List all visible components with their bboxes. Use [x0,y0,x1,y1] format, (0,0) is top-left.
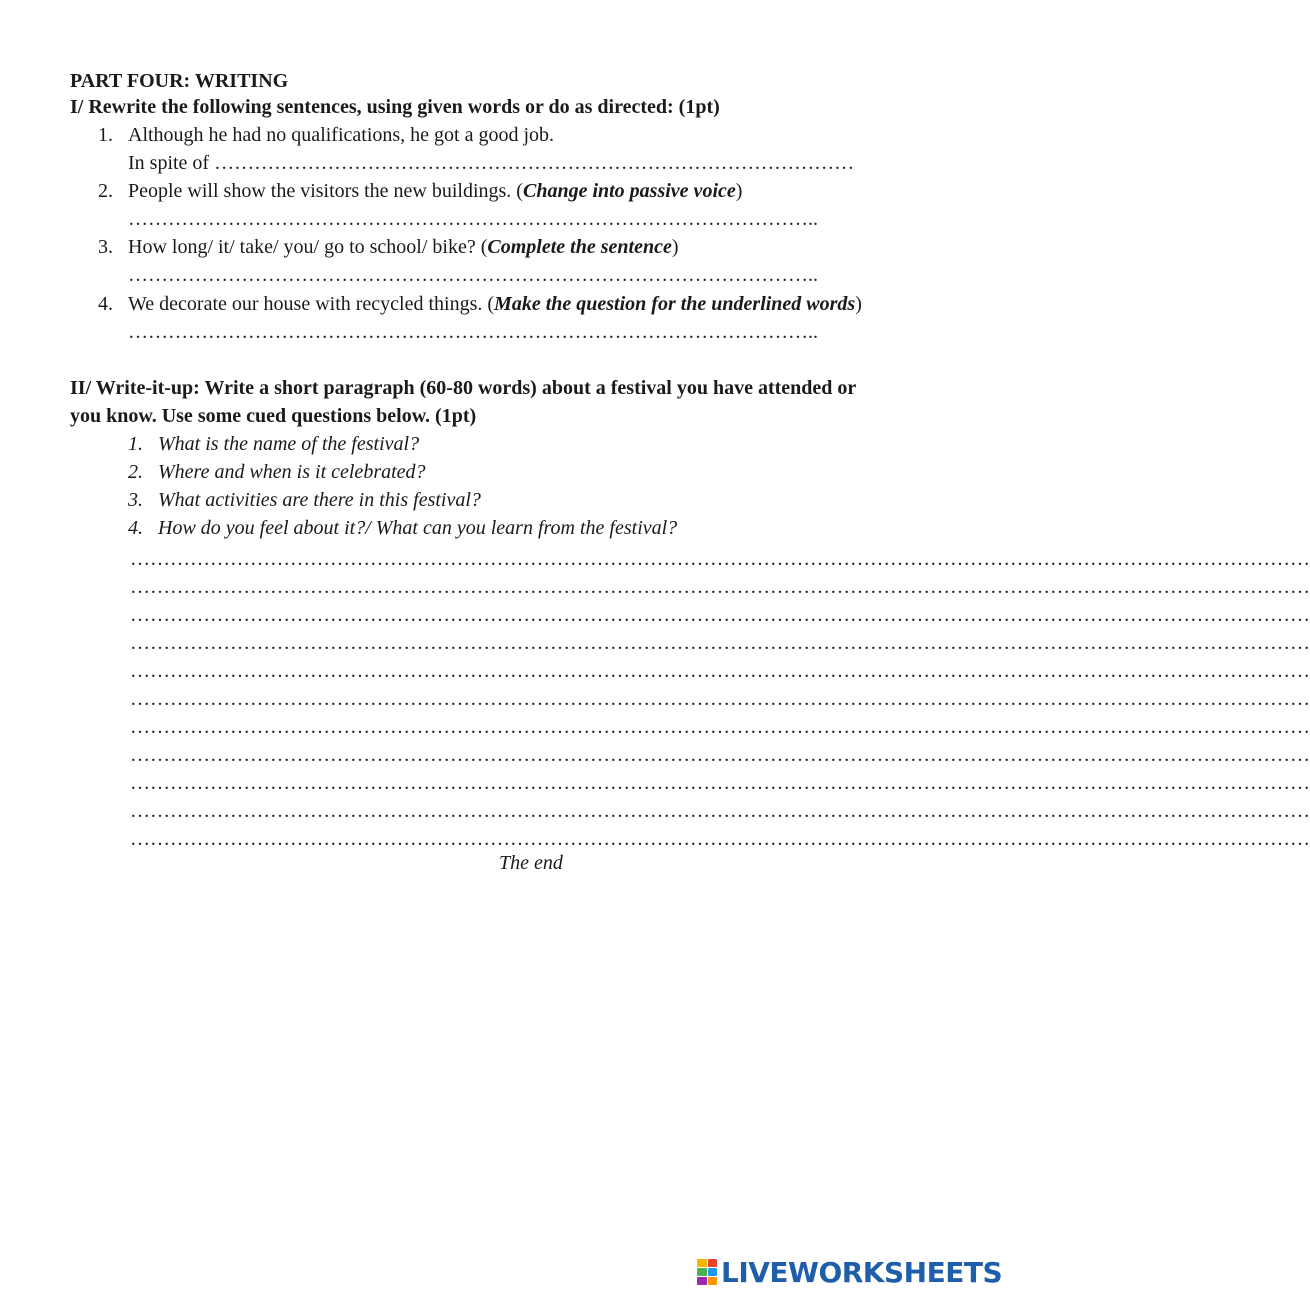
answer-dots: ………………………………………………………………………………………….. [128,208,818,230]
answer-line-1[interactable] [128,152,854,175]
logo-block [708,1268,718,1276]
item-sentence: People will show the visitors the new buildings. ( [128,180,523,202]
question-text: What is the name of the festival? [158,433,420,455]
logo-block [697,1277,707,1285]
section2-instruction-line1: II/ Write-it-up: Write a short paragraph (60-80 words) about a festival you have attended or [70,377,857,399]
cued-question-3 [128,489,481,512]
item-cue: Complete the sentence [487,236,672,258]
item-cue: Change into passive voice [522,180,736,202]
question-number: 1. [128,433,143,455]
liveworksheets-logo-icon [697,1259,717,1285]
logo-block [708,1277,718,1285]
section1-instruction: I/ Rewrite the following sentences, using given words or do as directed: (1pt) [70,96,720,118]
cued-question-4 [128,517,677,540]
question-text: What activities are there in this festival? [158,489,481,511]
section2-instruction-line2: you know. Use some cued questions below. (1pt) [70,405,477,427]
cued-question-2 [128,461,426,484]
item-number: 1. [98,124,113,146]
item-cue-close: ) [671,236,679,258]
liveworksheets-logo[interactable] [697,1255,1002,1289]
rewrite-item-2 [98,180,742,203]
writing-line-8[interactable]: …………………………………………………………………………………………………………………………………………………………… [130,744,1310,766]
writing-line-2[interactable]: …………………………………………………………………………………………………………………………………………………………… [130,576,1310,598]
item-sentence: How long/ it/ take/ you/ go to school/ bike? ( [128,236,488,258]
the-end-label: The end [499,852,563,874]
logo-block [708,1259,718,1267]
writing-line-5[interactable]: …………………………………………………………………………………………………………………………………………………………… [130,660,1310,682]
logo-text: LIVEWORKSHEETS [721,1255,1003,1289]
item-number: 2. [98,180,113,202]
writing-line-4[interactable]: …………………………………………………………………………………………………………………………………………………………… [130,632,1310,654]
answer-dots: …………………………………………………………………………………… [214,152,855,174]
answer-prefix: In spite of [128,152,215,174]
rewrite-item-3 [98,236,679,259]
question-number: 4. [128,517,143,539]
answer-dots: ………………………………………………………………………………………….. [128,264,818,286]
question-text: How do you feel about it?/ What can you learn from the festival? [158,517,678,539]
rewrite-item-4 [98,293,862,316]
answer-line-3[interactable] [128,264,818,287]
writing-line-7[interactable]: …………………………………………………………………………………………………………………………………………………………… [130,716,1310,738]
writing-line-1[interactable]: …………………………………………………………………………………………………………………………………………………………… [130,548,1310,570]
item-cue: Make the question for the underlined words [494,293,856,315]
item-number: 3. [98,236,113,258]
logo-block [697,1259,707,1267]
question-number: 2. [128,461,143,483]
writing-line-11[interactable]: …………………………………………………………………………………………………………………………………………………………… [130,828,1310,850]
item-cue-close: ) [735,180,743,202]
item-number: 4. [98,293,113,315]
answer-line-4[interactable] [128,321,818,344]
item-sentence: Although he had no qualifications, he got a good job. [128,124,555,146]
page-heading: PART FOUR: WRITING [70,70,289,92]
writing-line-9[interactable]: …………………………………………………………………………………………………………………………………………………………… [130,772,1310,794]
question-text: Where and when is it celebrated? [158,461,426,483]
cued-question-1 [128,433,419,456]
answer-line-2[interactable] [128,208,818,231]
answer-dots: ………………………………………………………………………………………….. [128,321,818,343]
logo-block [697,1268,707,1276]
question-number: 3. [128,489,143,511]
rewrite-item-1 [98,124,554,147]
writing-line-6[interactable]: …………………………………………………………………………………………………………………………………………………………… [130,688,1310,710]
item-sentence: We decorate our house with recycled things. ( [128,293,495,315]
writing-line-10[interactable]: …………………………………………………………………………………………………………………………………………………………… [130,800,1310,822]
item-cue-close: ) [855,293,862,315]
writing-line-3[interactable]: …………………………………………………………………………………………………………………………………………………………… [130,604,1310,626]
